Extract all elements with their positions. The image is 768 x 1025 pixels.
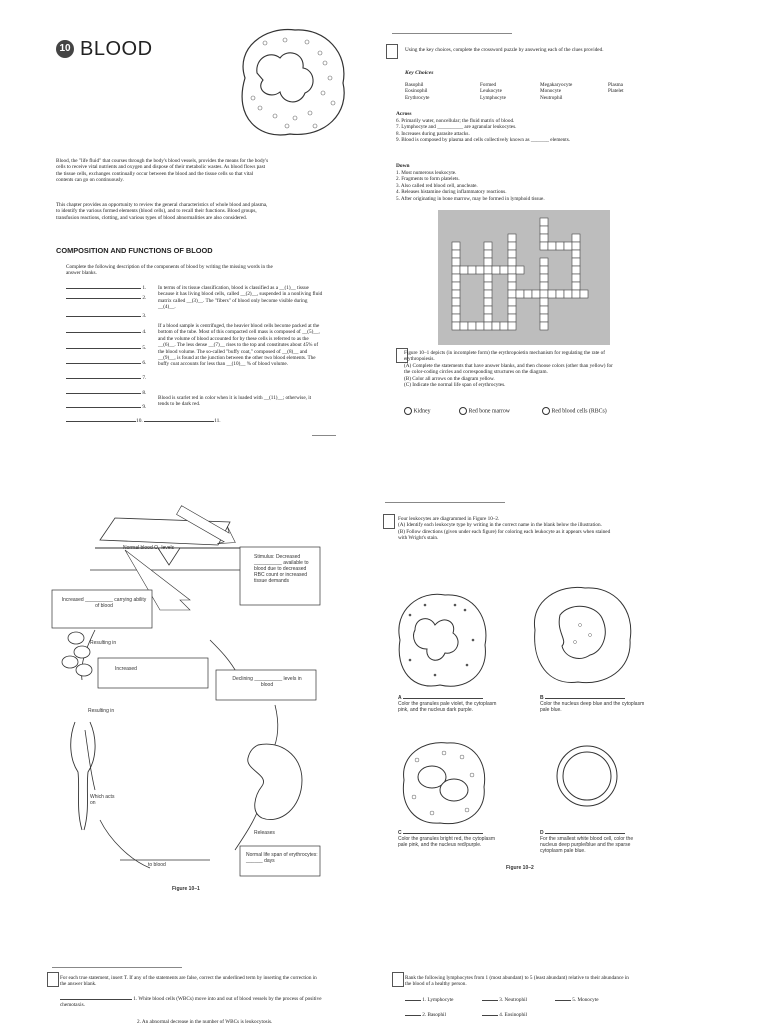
releases-label: Releases [254, 830, 275, 836]
true-false-item-1[interactable]: 1. White blood cells (WBCs) move into and out of blood vessels by the process of positive chemotaxis. [60, 996, 322, 1009]
leukocyte-c [392, 735, 492, 830]
key-col-4: Plasma Platelet [608, 82, 624, 95]
label-c[interactable]: C Color the granules bright red, the cytoplasm pale pink, and the nucleus red/purple. [398, 830, 495, 848]
answer-row[interactable]: 5. [66, 345, 146, 351]
answer-row[interactable]: 6. [66, 360, 146, 366]
resulting-in-label-1: Resulting in [90, 640, 117, 646]
header-rule [392, 33, 512, 34]
section-heading: COMPOSITION AND FUNCTIONS OF BLOOD [56, 246, 213, 255]
to-blood-label: to blood [148, 862, 166, 868]
answer-row[interactable]: 2. [66, 295, 146, 301]
label-d[interactable]: D For the smallest white blood cell, color the nucleus deep purple/blue and the sparse cytoplasm pale blue. [540, 830, 634, 854]
key-choices-title: Key Choices [405, 70, 434, 76]
section-instructions: Complete the following description of the components of blood by writing the missing words in the answer blanks. [66, 264, 273, 277]
leukocyte-b [520, 580, 640, 690]
legend-red-bone-marrow[interactable]: Red bone marrow [459, 407, 510, 415]
key-col-2: Formed Leukocyte Lymphocyte [480, 82, 506, 101]
neutrophil-illustration [225, 18, 355, 143]
across-clues: 6. Primarily water, noncellular; the fluid matrix of blood. 7. Lymphocyte and __________ are agranular leukocytes. 8. Increases during parasite attacks. 9. Blood is composed by plasma and cells collectively known as _______ elements. [396, 118, 571, 144]
rank-item-neutrophil[interactable]: 3. Neutrophil [482, 997, 527, 1003]
increased-label: Increased [115, 666, 137, 672]
across-title: Across [396, 111, 412, 117]
rank-item-monocyte[interactable]: 5. Monocyte [555, 997, 599, 1003]
normal-o2-label: Normal blood O₂ levels [123, 545, 175, 551]
key-col-3: Megakaryocyte Monocyte Neutrophil [540, 82, 573, 101]
figure-10-2-caption: Figure 10–2 [506, 865, 534, 871]
which-acts-on-label: Which acts on [90, 794, 115, 806]
intro-paragraph-2: This chapter provides an opportunity to review the general characteristics of whole blood and plasma, to identify the various formed elements (blood cells), and to recall their functions. Blood groups, transfusion reactions, clotting, and various types of blood abnormalities are also considered. [56, 202, 268, 221]
increased-carrying-label: Increased __________ carrying ability of blood [61, 597, 147, 609]
down-clues: 1. Most numerous leukocyte. 2. Fragments to form platelets. 3. Also called red blood cell, anucleate. 4. Releases histamine during inflammatory reactions. 5. After originating in bone marrow, may be formed in lymphoid tissue. [396, 170, 545, 202]
answer-row[interactable]: 10. 11. [66, 418, 221, 424]
rank-instructions: Rank the following lymphocytes from 1 (most abundant) to 5 (least abundant) relative to their abundance in the blood of a healthy person. [405, 975, 629, 988]
true-false-instructions: For each true statement, insert T. If any of the statements are false, correct the underlined term by inserting the correction in the answer blank. [60, 975, 317, 988]
blood-paragraph-3: Blood is scarlet red in color when it is loaded with __(11)__; otherwise, it tends to be dark red. [158, 395, 312, 408]
label-b[interactable]: B Color the nucleus deep blue and the cytoplasm pale blue. [540, 695, 645, 713]
intro-paragraph-1: Blood, the "life fluid" that courses through the body's blood vessels, provides the means for the body's cells to receive vital nutrients and oxygen and dispose of their metabolic wastes. As blood flows past the tissue cells, exchanges continually occur between the blood and the tissue cells so that vital contents can go on continuously. [56, 158, 269, 184]
rank-item-lymphocyte[interactable]: 1. Lymphocyte [405, 997, 453, 1003]
checkbox-crossword[interactable] [386, 44, 398, 59]
chapter-badge: 10 [56, 40, 74, 58]
rank-item-eosinophil[interactable]: 4. Eosinophil [482, 1012, 527, 1018]
answer-row[interactable]: 9. [66, 404, 146, 410]
answer-row[interactable]: 8. [66, 390, 146, 396]
header-rule-2 [385, 502, 505, 503]
blood-paragraph-2: If a blood sample is centrifuged, the heavier blood cells become packed at the bottom of the tube. Most of this compacted cell mass is composed of __(5)__, and the volume of blood accounted for by these cells is referred to as the __(6)__. The less dense __(7)__ rises to the top and constitutes about 45% of the blood volume. The so-called "buffy coat," composed of __(8)__ and __(9)__, is found at the junction between the other two blood elements. The buffy coat accounts for less than __(10)__ % of blood volume. [158, 323, 320, 368]
label-a[interactable]: A Color the granules pale violet, the cytoplasm pink, and the nucleus dark purple. [398, 695, 497, 713]
stimulus-label: Stimulus: Decreased __________ available to blood due to decreased RBC count or increased tissue demands [254, 554, 309, 584]
blood-paragraph-1: In terms of its tissue classification, blood is classified as a __(1)__ tissue because it has living blood cells, called __(2)__, suspended in a nonliving fluid matrix called __(3)__. The "fibers" of blood only become visible during __(4)__. [158, 285, 323, 311]
answer-row[interactable]: 7. [66, 375, 146, 381]
down-title: Down [396, 163, 410, 169]
answer-row[interactable]: 1. [66, 285, 146, 291]
answer-row[interactable]: 4. [66, 329, 146, 335]
divider [312, 435, 336, 436]
leukocyte-d [553, 742, 621, 810]
lifespan-label: Normal life span of erythrocytes: ______ days [246, 852, 318, 864]
legend-kidney[interactable]: Kidney [404, 407, 431, 415]
answer-row[interactable]: 3. [66, 313, 146, 319]
key-col-1: Basophil Eosinophil Erythrocyte [405, 82, 430, 101]
figure-10-2-instructions: Four leukocytes are diagrammed in Figure 10–2. (A) Identify each leukocyte type by writing in the correct name in the blank below the illustration. (B) Follow directions (given under each figure) for coloring each leukocyte as it appears when stained with Wright's stain. [398, 516, 611, 542]
checkbox-true-false[interactable] [47, 972, 59, 987]
crossword-instructions: Using the key choices, complete the crossword puzzle by answering each of the clues provided. [405, 47, 604, 53]
figure-10-1-instructions: Figure 10–1 depicts (in incomplete form) the erythropoietin mechanism for regulating the rate of erythropoiesis. (A) Complete the statements that have answer blanks, and then choose colors (other than yellow) for the color-coding circles and corresponding structures on the diagram. (B) Color all arrows on the diagram yellow. (C) Indicate the normal life span of erythrocytes. [404, 350, 613, 389]
leukocyte-a [385, 585, 495, 695]
chapter-title: BLOOD [80, 38, 153, 60]
legend-red-blood-cells[interactable]: Red blood cells (RBCs) [542, 407, 607, 415]
checkbox-rank[interactable] [392, 972, 404, 987]
figure-10-1-caption: Figure 10–1 [172, 886, 200, 892]
header-rule-3 [52, 967, 182, 968]
declining-label: Declining __________ levels in blood [232, 676, 302, 688]
resulting-in-label-2: Resulting in [88, 708, 115, 714]
rank-item-basophil[interactable]: 2. Basophil [405, 1012, 446, 1018]
true-false-item-2[interactable]: 2. An abnormal decrease in the number of WBCs is leukocytosis. [137, 1019, 273, 1025]
checkbox-figure-10-2[interactable] [383, 514, 395, 529]
crossword-grid [438, 210, 610, 345]
figure-10-1 [40, 490, 340, 900]
